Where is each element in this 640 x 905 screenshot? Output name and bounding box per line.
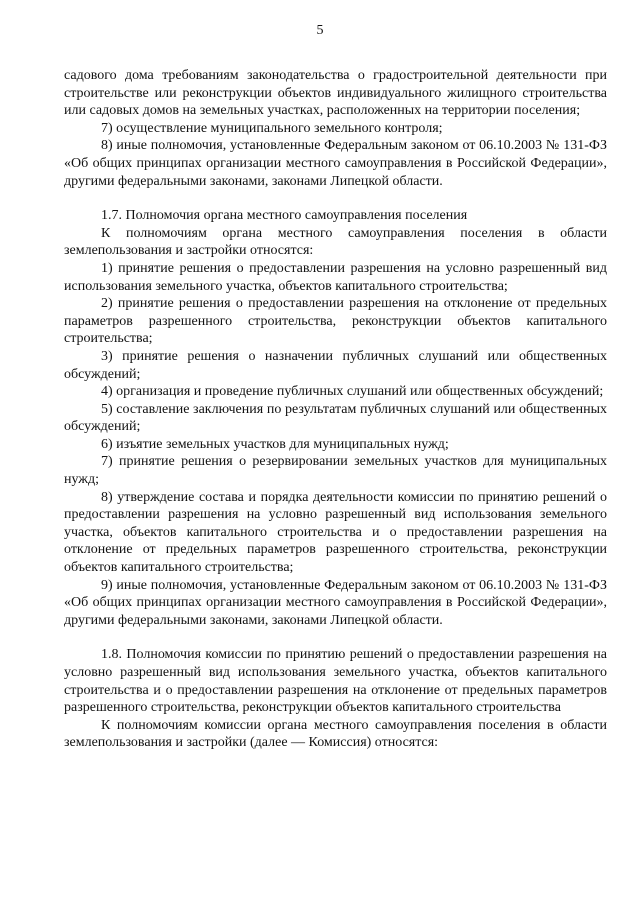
list-item-7-land-control: 7) осуществление муниципального земельного контроля;	[101, 120, 443, 136]
list-item-4: 4) организация и проведение публичных слушаний или общественных обсуждений;	[101, 384, 604, 400]
section-1-7-intro: К полномочиям органа местного самоуправления поселения в области землепользования и застройки относятся:	[64, 225, 607, 259]
list-item-2: 2) принятие решения о предоставлении разрешения на отклонение от предельных параметров разрешенного строительства, реконструкции объектов капитального строительства;	[64, 296, 607, 347]
page-number: 5	[316, 23, 324, 38]
list-item-1: 1) принятие решения о предоставлении разрешения на условно разрешенный вид использования земельного участка, объектов капитального строительства;	[64, 260, 607, 294]
paragraph-continuation: садового дома требованиям законодательства о градостроительной деятельности при строительстве или реконструкции объектов индивидуального жилищного строительства или садовых домов на земельных участках, расположенных на территории поселения;	[64, 68, 607, 119]
list-item-8: 8) утверждение состава и порядка деятельности комиссии по принятию решений о предоставлении разрешения на условно разрешенный вид использования земельного участка, объектов капитального строительства и о предоставлении разрешения на отклонение от предельных параметров разрешенного строительства, реконструкции объектов капитального строительства;	[64, 489, 607, 576]
section-heading-1-7: 1.7. Полномочия органа местного самоуправления поселения	[101, 208, 468, 224]
list-item-6: 6) изъятие земельных участков для муниципальных нужд;	[101, 436, 449, 452]
list-item-7: 7) принятие решения о резервировании земельных участков для муниципальных нужд;	[64, 454, 607, 488]
section-heading-1-8: 1.8. Полномочия комиссии по принятию решений о предоставлении разрешения на условно разрешенный вид использования земельного участка, объектов капитального строительства и о предоставлении разрешения на отклонение от предельных параметров разрешенного строительства, реконструкции объектов капитального строительства	[64, 647, 607, 716]
section-1-8-intro: К полномочиям комиссии органа местного самоуправления поселения в области землепользования и застройки (далее — Комиссия) относятся:	[64, 717, 607, 751]
list-item-8-other-powers: 8) иные полномочия, установленные Федеральным законом от 06.10.2003 № 131-ФЗ «Об общих принципах организации местного самоуправления в Российской Федерации», другими федеральными законами, законами Липецкой области.	[64, 138, 607, 189]
document-text	[64, 67, 607, 752]
list-item-3: 3) принятие решения о назначении публичных слушаний или общественных обсуждений;	[64, 348, 607, 382]
list-item-5: 5) составление заключения по результатам публичных слушаний или общественных обсуждений;	[64, 401, 607, 435]
list-item-9: 9) иные полномочия, установленные Федеральным законом от 06.10.2003 № 131-ФЗ «Об общих принципах организации местного самоуправления в Российской Федерации», другими федеральными законами, законами Липецкой области.	[64, 577, 607, 628]
